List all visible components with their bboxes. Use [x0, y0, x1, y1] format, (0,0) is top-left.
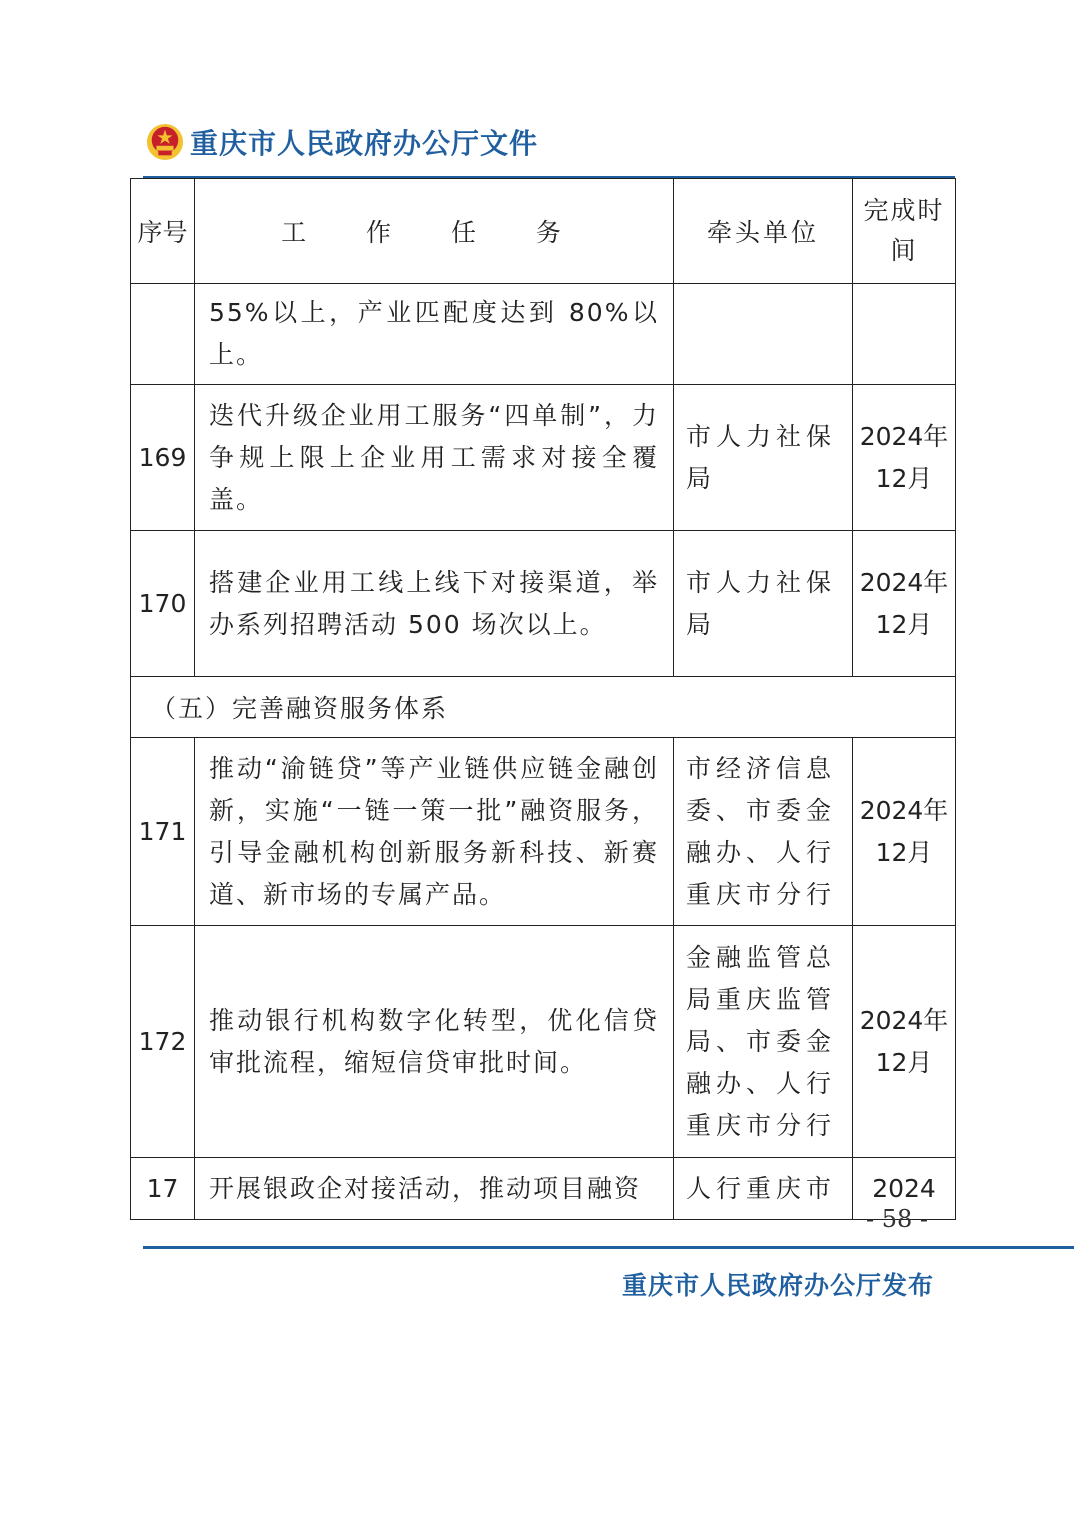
row-deadline: 2024年12月 — [853, 531, 956, 677]
footer-publisher: 重庆市人民政府办公厅发布 — [622, 1271, 935, 1300]
row-number — [131, 284, 195, 385]
row-lead-unit: 人行重庆市 — [674, 1158, 853, 1220]
header-seq: 序号 — [131, 179, 195, 284]
row-task: 推动银行机构数字化转型，优化信贷审批流程，缩短信贷审批时间。 — [195, 926, 674, 1158]
national-emblem-icon — [146, 123, 184, 161]
row-task: 推动“渝链贷”等产业链供应链金融创新，实施“一链一策一批”融资服务，引导金融机构创新服务新科技、新赛道、新市场的专属产品。 — [195, 738, 674, 926]
row-lead-unit: 市人力社保局 — [674, 531, 853, 677]
task-table — [130, 178, 956, 1220]
header-task: 工 作 任 务 — [195, 179, 674, 284]
row-lead-unit: 市经济信息委、市委金融办、人行重庆市分行 — [674, 738, 853, 926]
table-row — [131, 926, 956, 1158]
footer-rule — [143, 1246, 1074, 1249]
table-row — [131, 738, 956, 926]
row-lead-unit — [674, 284, 853, 385]
row-number: 172 — [131, 926, 195, 1158]
section-heading: （五）完善融资服务体系 — [131, 677, 956, 738]
row-deadline: 2024年12月 — [853, 926, 956, 1158]
table-header-row — [131, 179, 956, 284]
table-row — [131, 1158, 956, 1220]
row-deadline: 2024 — [853, 1158, 956, 1220]
row-task: 搭建企业用工线上线下对接渠道，举办系列招聘活动 500 场次以上。 — [195, 531, 674, 677]
section-heading-row — [131, 677, 956, 738]
header-deadline: 完成时间 — [853, 179, 956, 284]
row-number: 171 — [131, 738, 195, 926]
row-lead-unit: 市人力社保局 — [674, 385, 853, 531]
row-task: 迭代升级企业用工服务“四单制”，力争规上限上企业用工需求对接全覆盖。 — [195, 385, 674, 531]
row-task: 55%以上，产业匹配度达到 80%以上。 — [195, 284, 674, 385]
table-row — [131, 531, 956, 677]
page-number: - 58 - — [866, 1205, 929, 1233]
document-header-title: 重庆市人民政府办公厅文件 — [190, 127, 539, 160]
row-task: 开展银政企对接活动，推动项目融资 — [195, 1158, 674, 1220]
row-deadline: 2024年12月 — [853, 738, 956, 926]
header-unit: 牵头单位 — [674, 179, 853, 284]
row-number: 17 — [131, 1158, 195, 1220]
row-lead-unit: 金融监管总局重庆监管局、市委金融办、人行重庆市分行 — [674, 926, 853, 1158]
row-number: 170 — [131, 531, 195, 677]
row-deadline: 2024年12月 — [853, 385, 956, 531]
table-row — [131, 284, 956, 385]
row-number: 169 — [131, 385, 195, 531]
document-header — [146, 122, 538, 162]
table-row — [131, 385, 956, 531]
row-deadline — [853, 284, 956, 385]
